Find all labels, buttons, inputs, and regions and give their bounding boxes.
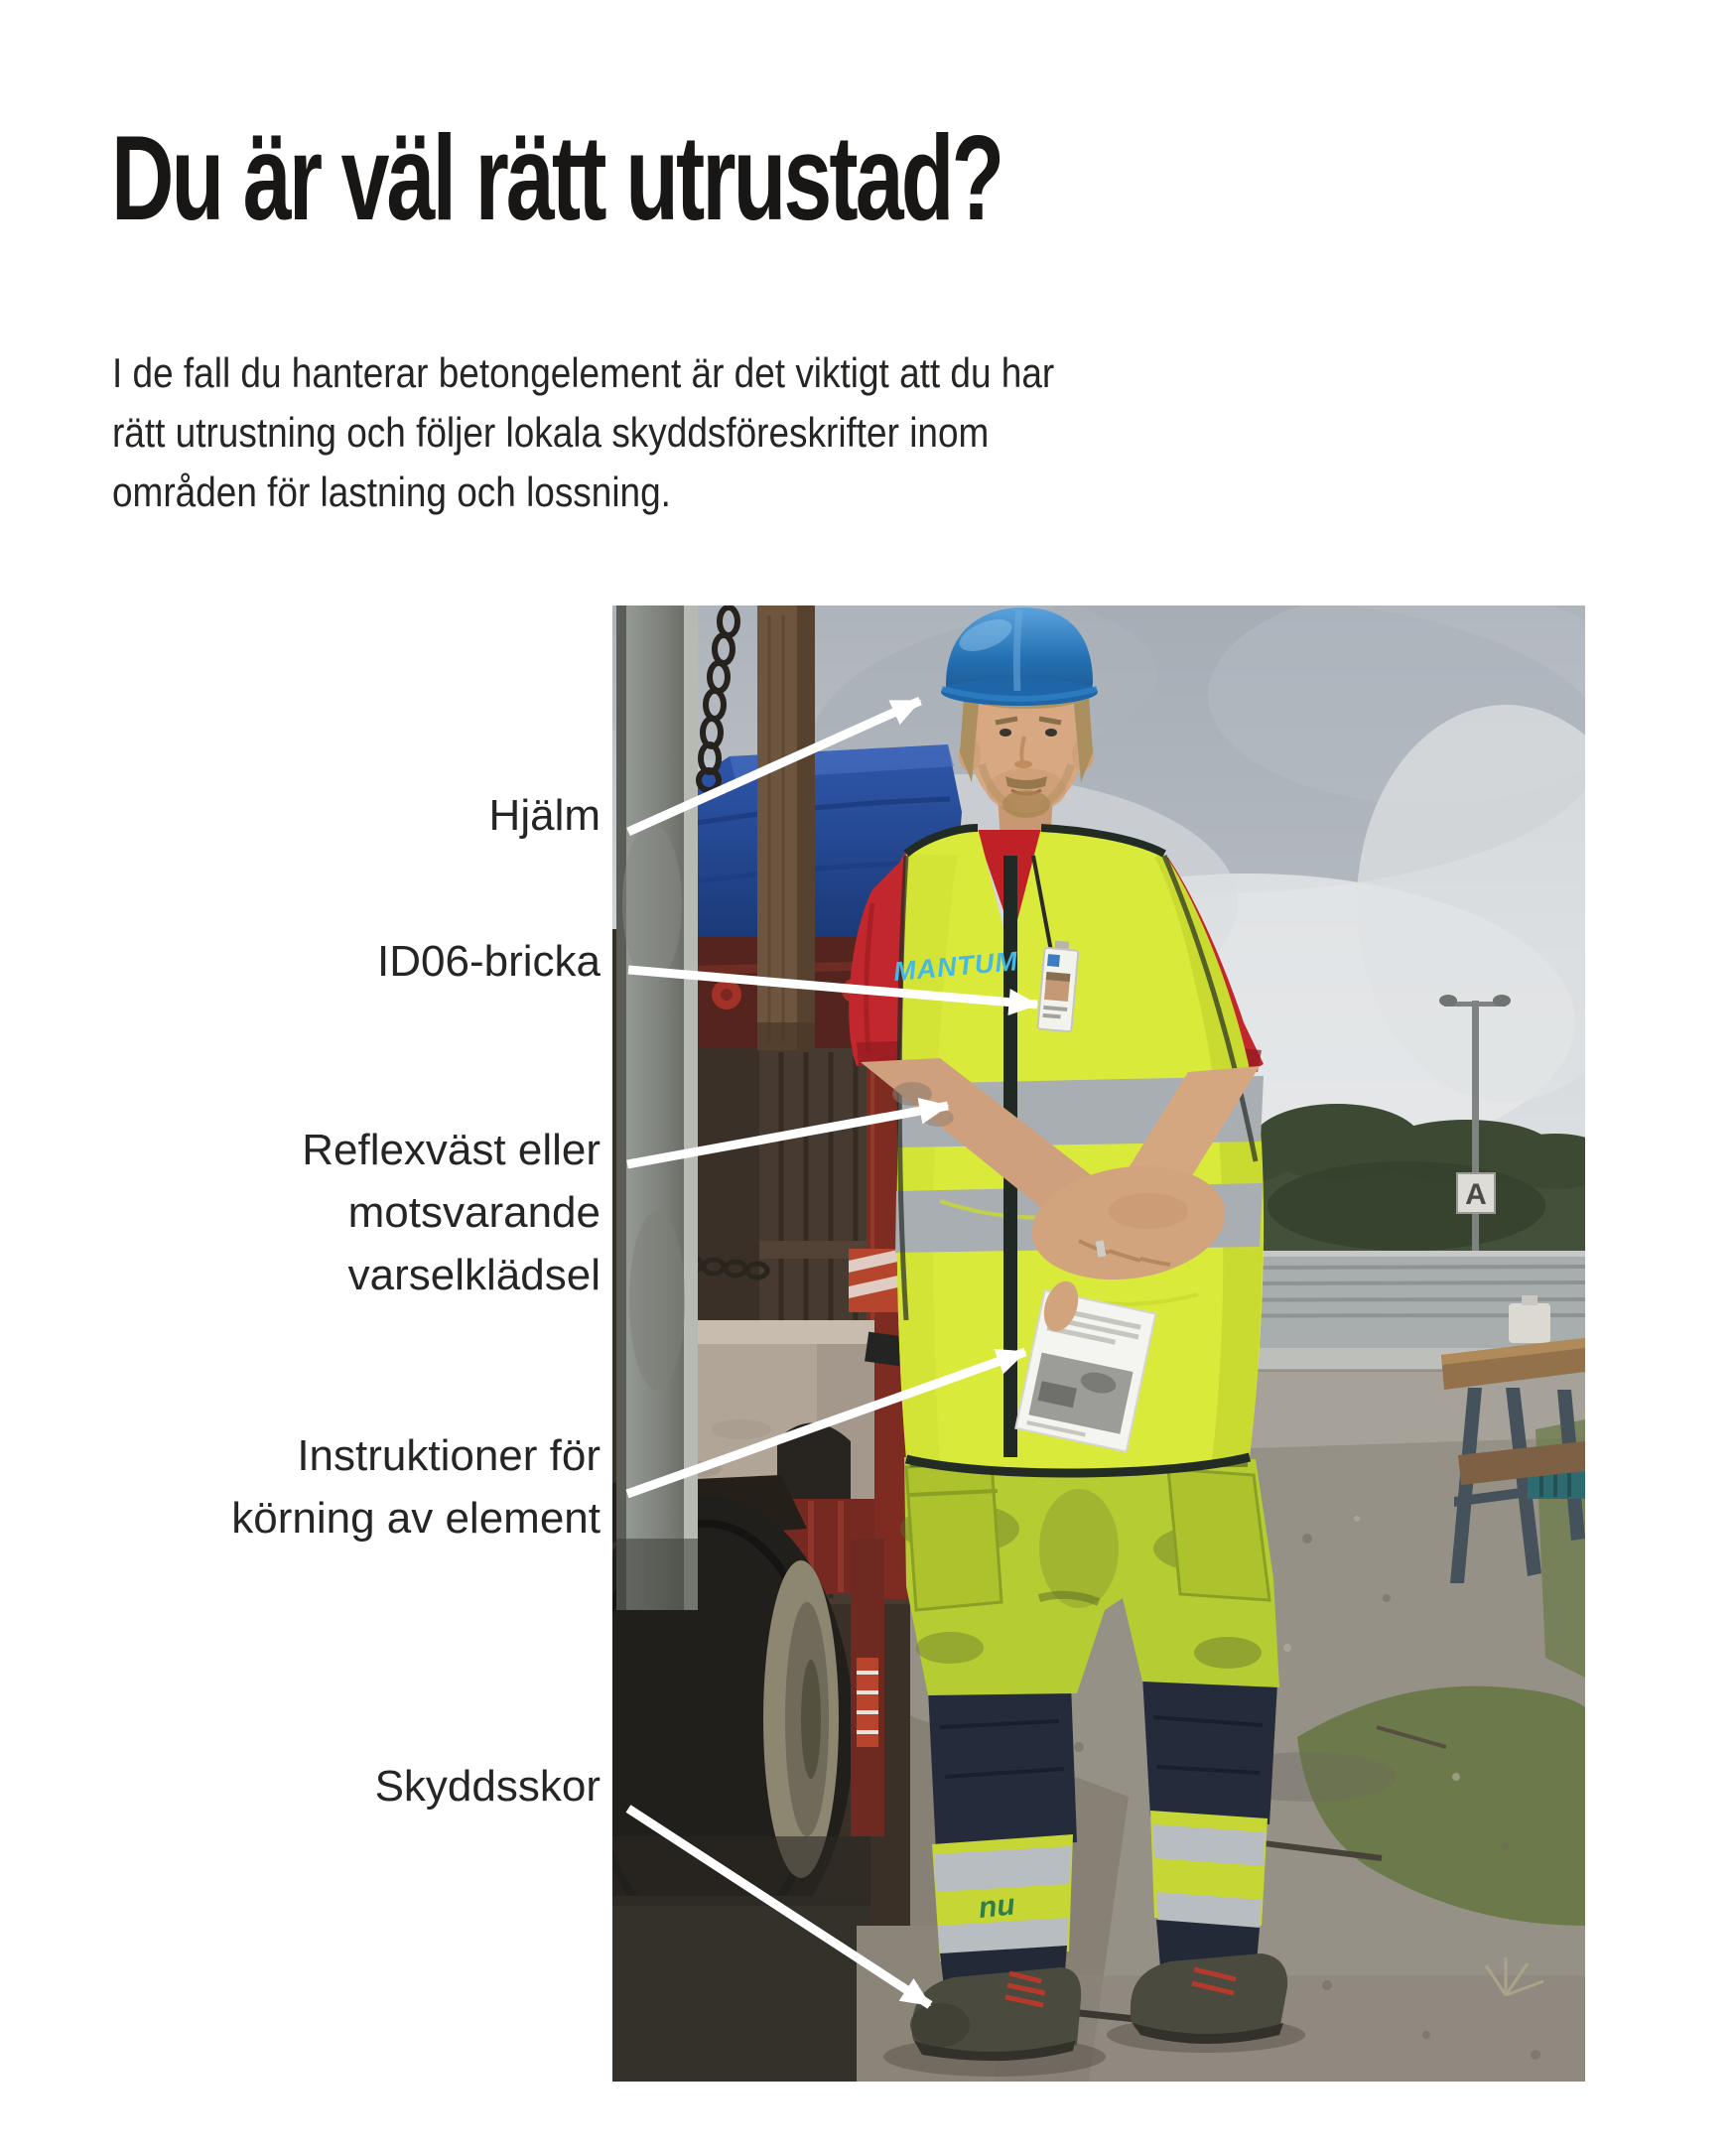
label-instructions: Instruktioner för körning av element: [231, 1431, 601, 1543]
page-title: Du är väl rätt utrustad?: [111, 110, 1002, 245]
photo-scene: [612, 606, 1585, 2082]
id06-badge: [1037, 940, 1079, 1032]
intro-line: rätt utrustning och följer lokala skyddsföreskrifter inom: [112, 409, 990, 456]
intro-paragraph: [112, 343, 1183, 522]
intro-line: I de fall du hanterar betongelement är det viktigt att du har: [112, 349, 1055, 396]
pole-sign-letter: A: [1465, 1178, 1487, 1211]
cargo-pocket-left: [906, 1463, 1002, 1610]
cargo-pocket-right: [1168, 1469, 1269, 1600]
metal-pillar: [616, 606, 698, 1610]
label-reflective-vest: Reflexväst eller motsvarande varselklädsel: [302, 1126, 601, 1299]
trouser-logo-text: nu: [977, 1888, 1017, 1925]
label-id06-badge: ID06-bricka: [377, 937, 601, 986]
intro-line: områden för lastning och lossning.: [112, 469, 671, 515]
label-helmet: Hjälm: [488, 791, 601, 840]
label-safety-shoes: Skyddsskor: [374, 1762, 601, 1811]
left-leg: [910, 1683, 1081, 2061]
right-leg: [1131, 1676, 1287, 2044]
equipment-photo: [612, 606, 1585, 2082]
vest-logo-text: MANTUM: [891, 946, 1020, 987]
tattoo: [892, 1082, 932, 1106]
